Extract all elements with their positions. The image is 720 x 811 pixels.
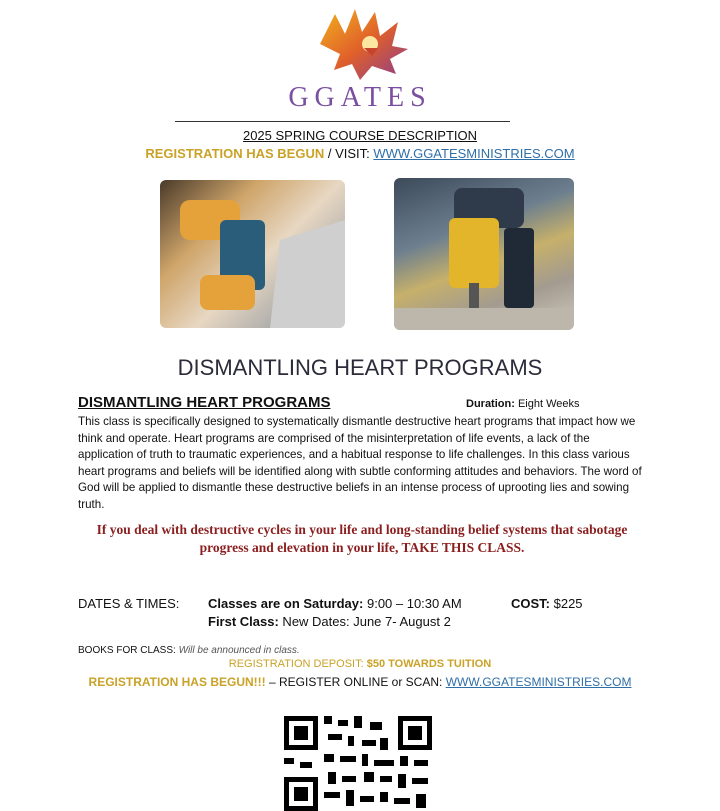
duration-value: Eight Weeks [514, 398, 580, 410]
classes-value: 9:00 – 10:30 AM [363, 596, 462, 611]
first-value: New Dates: June 7- August 2 [278, 614, 451, 629]
duration-label: Duration: [466, 398, 515, 410]
callout-text: If you deal with destructive cycles in your life and long-standing belief systems that sabotage progress and elevation in your life, TAKE THIS CLASS. [96, 522, 628, 555]
register-line [0, 675, 720, 689]
deposit-label: REGISTRATION DEPOSIT: [228, 658, 367, 670]
books-value: Will be announced in class. [178, 645, 300, 656]
registration-line [0, 146, 720, 161]
registration-label: REGISTRATION HAS BEGUN [145, 146, 325, 161]
classes-label: Classes are on Saturday: [208, 596, 364, 611]
brand-wordmark: GGATES [288, 82, 432, 113]
cost-label: COST: [511, 596, 550, 611]
cost-value: $225 [550, 596, 583, 611]
duration [466, 398, 580, 410]
class-schedule [208, 596, 462, 611]
worker-drill-photo [160, 180, 345, 328]
deposit-line [0, 658, 720, 670]
first-label: First Class: [208, 614, 279, 629]
deposit-value: $50 TOWARDS TUITION [366, 658, 492, 670]
dates-label: DATES & TIMES: [78, 596, 180, 611]
register-website-link[interactable]: WWW.GGATESMINISTRIES.COM [445, 675, 632, 689]
register-text: – REGISTER ONLINE or SCAN: [265, 675, 446, 689]
jackhammer-photo [394, 178, 574, 330]
website-link[interactable]: WWW.GGATESMINISTRIES.COM [373, 146, 575, 161]
cost [511, 596, 583, 611]
visit-label: / VISIT: [324, 146, 374, 161]
books-label: BOOKS FOR CLASS: [78, 645, 179, 656]
first-class [208, 614, 451, 629]
registration-begun: REGISTRATION HAS BEGUN!!! [88, 675, 266, 689]
lion-logo-icon [300, 4, 420, 84]
qr-code-icon[interactable] [284, 716, 432, 811]
page-title: DISMANTLING HEART PROGRAMS [177, 355, 543, 380]
course-subtitle: DISMANTLING HEART PROGRAMS [78, 394, 331, 411]
course-heading: 2025 SPRING COURSE DESCRIPTION [242, 128, 478, 143]
course-description: This class is specifically designed to systematically dismantle destructive heart programs that impact how we think and operate. Heart programs are comprised of the misinterpretation of life events, a lack of the application of truth to traumatic experiences, and a habitual response to life challenges. In this class various heart programs and beliefs will be identified along with subtle conforming attitudes and behaviors. The word of God will be applied to dismantle these destructive beliefs in an intense process of uprooting lies and sowing truth. [78, 415, 642, 511]
books-line [78, 645, 300, 656]
divider [175, 121, 510, 122]
